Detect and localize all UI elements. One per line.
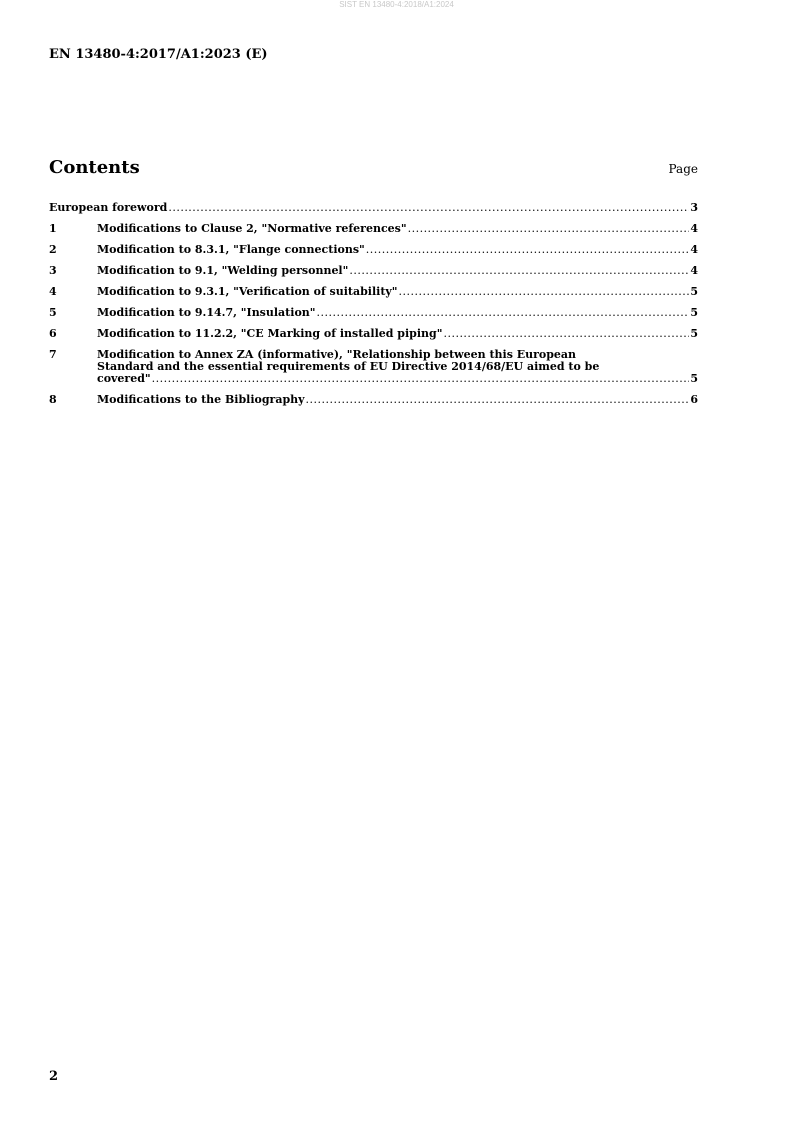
toc-entry-text: Modifications to the Bibliography <box>97 393 305 406</box>
toc-leader-dots <box>408 223 690 235</box>
toc-entry-5[interactable] <box>49 307 698 319</box>
toc-entry-1[interactable] <box>49 223 698 235</box>
toc-entry-page: 5 <box>690 327 698 340</box>
toc-entry-text-line-3: covered" <box>97 372 151 385</box>
toc-entry-page: 5 <box>690 285 698 298</box>
toc-entry-4[interactable] <box>49 286 698 298</box>
document-id: EN 13480-4:2017/A1:2023 (E) <box>49 47 268 62</box>
toc-entry-foreword[interactable] <box>49 202 698 214</box>
toc-entry-text: Modification to 8.3.1, "Flange connections" <box>97 243 365 256</box>
toc-entry-number: 1 <box>49 222 57 235</box>
toc-entry-text: Modification to 9.1, "Welding personnel" <box>97 264 349 277</box>
toc-entry-6[interactable] <box>49 328 698 340</box>
toc-entry-number: 3 <box>49 264 57 277</box>
toc-entry-3[interactable] <box>49 265 698 277</box>
toc-entry-text-line-2: Standard and the essential requirements of EU Directive 2014/68/EU aimed to be <box>97 360 600 373</box>
toc-entry-number: 6 <box>49 327 57 340</box>
toc-entry-text: European foreword <box>49 201 168 214</box>
toc-leader-dots <box>317 307 690 319</box>
toc-entry-page: 4 <box>690 243 698 256</box>
toc-entry-page: 5 <box>690 372 698 385</box>
toc-entry-8[interactable] <box>49 394 698 406</box>
contents-title: Contents <box>49 157 140 178</box>
toc-entry-text: Modifications to Clause 2, "Normative references" <box>97 222 407 235</box>
toc-leader-dots <box>443 328 689 340</box>
toc-entry-number: 8 <box>49 393 57 406</box>
toc-entry-2[interactable] <box>49 244 698 256</box>
toc-leader-dots <box>306 394 690 406</box>
toc-entry-number: 4 <box>49 285 57 298</box>
toc-entry-text: Modification to 9.3.1, "Verification of suitability" <box>97 285 398 298</box>
page-column-header: Page <box>668 162 698 176</box>
toc-entry-page: 4 <box>690 222 698 235</box>
toc-leader-dots <box>399 286 690 298</box>
toc-entry-text: Modification to 9.14.7, "Insulation" <box>97 306 316 319</box>
toc-leader-dots <box>152 373 690 385</box>
table-of-contents <box>49 202 698 415</box>
contents-header <box>49 156 698 182</box>
toc-entry-page: 6 <box>690 393 698 406</box>
toc-entry-7[interactable] <box>49 349 698 385</box>
toc-entry-text-line-1: Modification to Annex ZA (informative), "Relationship between this European <box>97 348 577 361</box>
toc-leader-dots <box>366 244 690 256</box>
toc-entry-number: 7 <box>49 348 57 361</box>
toc-leader-dots <box>168 202 689 214</box>
toc-leader-dots <box>349 265 689 277</box>
toc-entry-page: 5 <box>690 306 698 319</box>
toc-entry-page: 3 <box>690 201 698 214</box>
watermark: SIST EN 13480-4:2018/A1:2024 <box>339 0 454 9</box>
toc-entry-number: 5 <box>49 306 57 319</box>
toc-entry-text: Modification to 11.2.2, "CE Marking of installed piping" <box>97 327 443 340</box>
toc-entry-number: 2 <box>49 243 57 256</box>
page-number: 2 <box>49 1069 59 1084</box>
toc-entry-page: 4 <box>690 264 698 277</box>
